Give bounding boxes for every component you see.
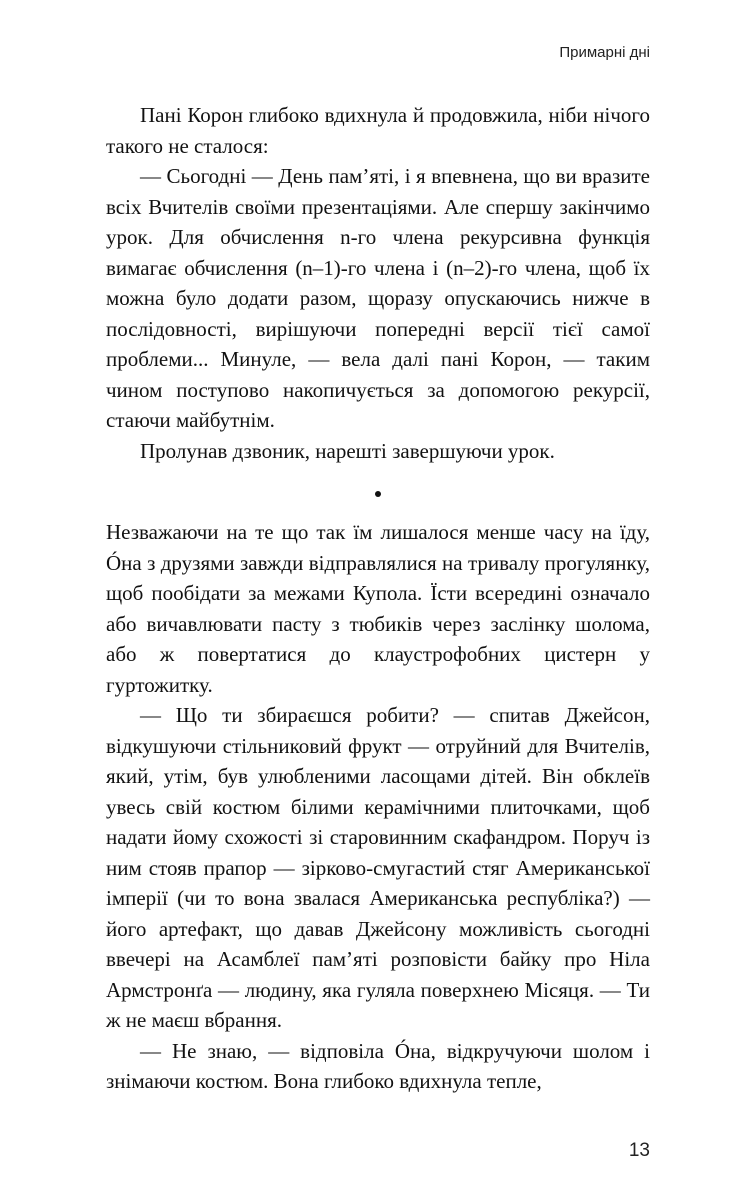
paragraph: — Що ти збираєшся робити? — спитав Джейсон, відкушуючи стільниковий фрукт — отруйний для Вчителів, який, утім, був улюбленими ласощами дітей. Він обклеїв увесь свій костюм білими керамічними плиточками, щоб надати йому схожості зі старовинним скафандром. Поруч із ним стояв прапор — зірково-смугастий стяг Американської імперії (чи то вона звалася Американська республіка?) — його артефакт, що давав Джейсону можливість сьогодні ввечері на Асамблеї пам’яті розповісти байку про Ніла Армстронґа — людину, яка гуляла поверхнею Місяця. — Ти ж не маєш вбрання. (106, 703, 650, 1032)
paragraph: Пролунав дзвоник, нарешті завершуючи урок. (140, 438, 555, 463)
section-separator (106, 469, 650, 515)
paragraph: Пані Корон глибоко вдихнула й продовжила, ніби нічого такого не сталося: (106, 103, 650, 158)
page-number: 13 (628, 1140, 650, 1161)
paragraph: — Не знаю, — відповіла Óна, відкручуючи шолом і знімаючи костюм. Вона глибоко вдихнула тепле, (106, 1038, 650, 1093)
paragraph: Незважаючи на те що так їм лишалося менше часу на їду, Óна з друзями завжди відправлялися на тривалу прогулянку, щоб пообідати за межами Купола. Їсти всередині означало або вичавлювати пасту з тюбиків через заслінку шолома, або ж повертатися до клаустрофобних цистерн у гуртожитку. (106, 520, 650, 697)
separator-dot (375, 491, 381, 497)
running-header: Примарні дні (559, 44, 650, 61)
paragraph: — Сьогодні — День пам’яті, і я впевнена, що ви вразите всіх Вчителів своїми презентаціями. Але спершу закінчимо урок. Для обчислення n-го члена рекурсивна функція вимагає обчислення (n–1)-го члена і (n–2)-го члена, щоб їх можна було додати разом, щоразу опускаючись нижче в послідовності, вирішуючи попередні версії тієї самої проблеми... Минуле, — вела далі пані Корон, — таким чином поступово накопичується за допомогою рекурсії, стаючи майбутнім. (106, 164, 650, 432)
body-text (106, 100, 650, 1097)
